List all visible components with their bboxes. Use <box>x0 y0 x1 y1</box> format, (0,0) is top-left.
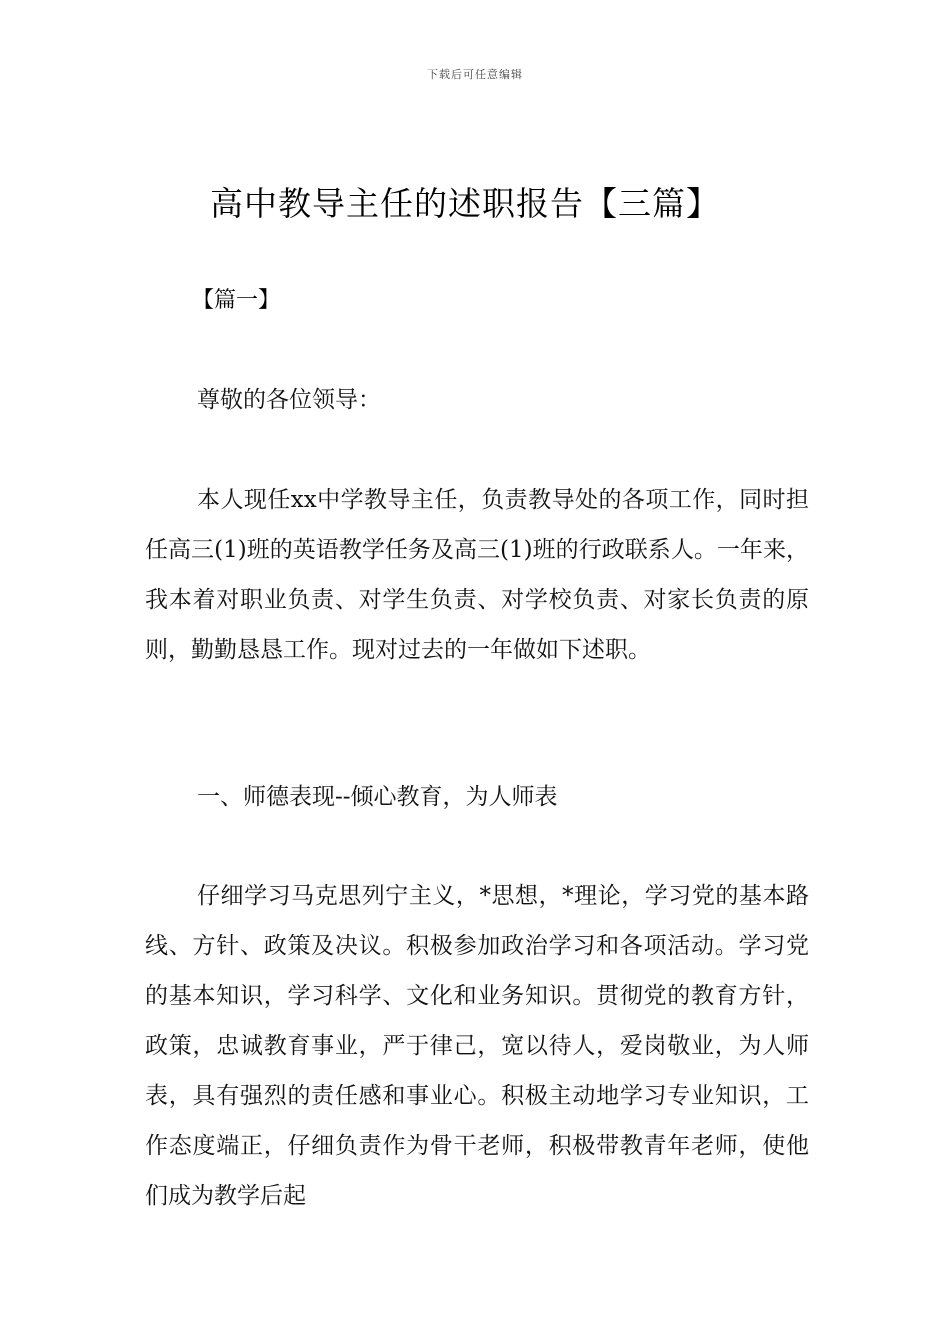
intro-paragraph: 本人现任xx中学教导主任，负责教导处的各项工作，同时担任高三(1)班的英语教学任务及高三(1)班的行政联系人。一年来，我本着对职业负责、对学生负责、对学校负责、对家长负责的原则，勤勤恳恳工作。现对过去的一年做如下述职。 <box>145 487 809 663</box>
header-note: 下载后可任意编辑 <box>427 68 523 81</box>
salutation-paragraph: 尊敬的各位领导： <box>197 387 381 413</box>
document-title: 高中教导主任的述职报告【三篇】 <box>210 184 720 223</box>
body-paragraph-1: 仔细学习马克思列宁主义，*思想，*理论，学习党的基本路线、方针、政策及决议。积极参加政治学习和各项活动。学习党的基本知识，学习科学、文化和业务知识。贯彻党的教育方针，政策，忠诚教育事业，严于律己，宽以待人，爱岗敬业，为人师表，具有强烈的责任感和事业心。积极主动地学习专业知识，工作态度端正，仔细负责作为骨干老师，积极带教青年老师，使他们成为教学后起 <box>145 883 809 1209</box>
section-label: 【篇一】 <box>192 288 281 313</box>
subheading-1: 一、师德表现--倾心教育，为人师表 <box>197 784 558 810</box>
